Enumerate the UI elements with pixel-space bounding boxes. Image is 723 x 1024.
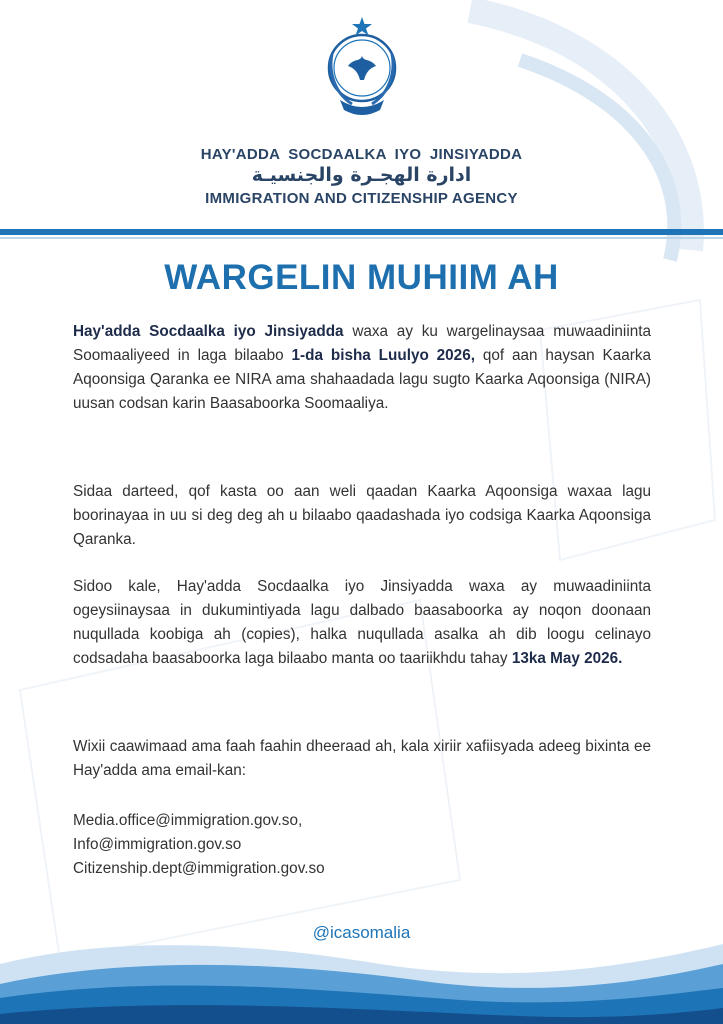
agency-name-somali: HAY'ADDA SOCDAALKA IYO JINSIYADDA — [200, 146, 523, 163]
paragraph-text: waxa ay ku wargelinaysaa muwaadiniinta Soomaaliyeed in laga bilaabo — [73, 323, 651, 364]
effective-date-bold: 1-da bisha Luulyo 2026, — [291, 347, 475, 364]
paragraph-text: qof aan haysan Kaarka Aqoonsiga Qaranka ee NIRA ama shahaadada lagu sugto Kaarka Aqoonsiga (NIRA) uusan codsan karin Baasaboorka Soomaaliya. — [73, 347, 651, 412]
header-divider-thin — [0, 237, 723, 239]
email-media-office[interactable]: Media.office@immigration.gov.so, — [73, 812, 303, 829]
agency-name-bold: Hay'adda Socdaalka iyo Jinsiyadda — [73, 323, 344, 340]
paragraph-text: Sidoo kale, Hay'adda Socdaalka iyo Jinsiyadda waxa ay muwaadiniinta ogeysiinaysaa in dukumintiyada lagu dalbado baasaboorka ay noqon doonaan nuqullada koobiga ah (copies), halka nuqullada asalka ah dib loogu celinayo codsadaha baasaboorka laga bilaabo manta oo taariikhdu tahay — [73, 578, 651, 667]
email-info[interactable]: Info@immigration.gov.so — [73, 836, 242, 853]
notice-paragraph-4: Wixii caawimaad ama faah faahin dheeraad ah, kala xiriir xafiisyada adeeg bixinta ee Hay'adda ama email-kan: — [73, 738, 651, 779]
email-citizenship-dept[interactable]: Citizenship.dept@immigration.gov.so — [73, 860, 325, 877]
header-divider — [0, 229, 723, 235]
agency-name-arabic: ادارة الهجـرة والجنسيـة — [251, 164, 472, 186]
notice-paragraph-2: Sidaa darteed, qof kasta oo aan weli qaadan Kaarka Aqoonsiga waxaa lagu boorinayaa in uu si deg deg ah u bilaabo qaadashada iyo codsiga Kaarka Aqoonsiga Qaranka. — [73, 483, 651, 548]
contact-email-list — [73, 809, 325, 881]
notice-paragraph-3 — [73, 575, 651, 671]
agency-name-english: IMMIGRATION AND CITIZENSHIP AGENCY — [205, 190, 518, 207]
notice-paragraph-1 — [73, 320, 651, 416]
agency-header — [0, 0, 723, 226]
copies-date-bold: 13ka May 2026. — [511, 650, 623, 667]
eagle-wreath-emblem-icon — [318, 14, 406, 126]
footer-wave-decoration — [0, 934, 723, 1024]
social-handle[interactable]: @icasomalia — [312, 923, 411, 942]
notice-title: WARGELIN MUHIIM AH — [164, 258, 559, 297]
